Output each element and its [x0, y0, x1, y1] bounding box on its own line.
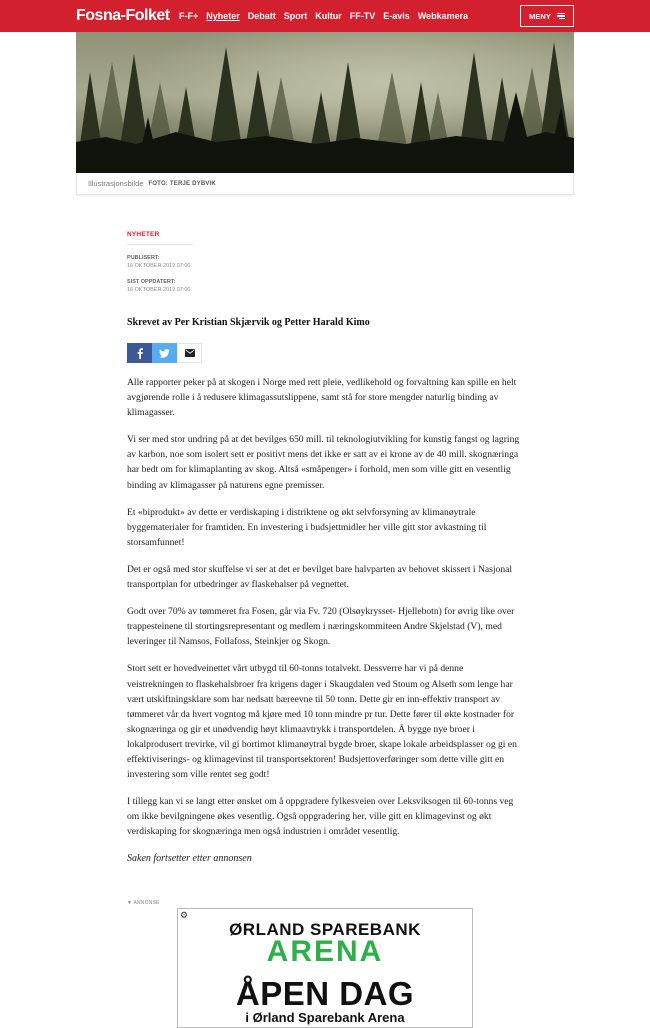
share-facebook-button[interactable]	[127, 343, 152, 363]
mail-icon	[185, 349, 195, 357]
article-paragraph: Det er også med stor skuffelse vi ser at det er bevilget bare halvparten av behovet skissert i Nasjonal transportplan for utbedringer av flaskehalser på vegnettet.	[127, 563, 513, 591]
share-bar	[127, 343, 202, 363]
menu-button-label: MENY	[529, 11, 551, 21]
ad-headline-arena: ARENA	[266, 935, 384, 968]
nav-item-sport[interactable]: Sport	[283, 11, 308, 21]
byline: Skrevet av Per Kristian Skjærvik og Petter Harald Kimo	[127, 317, 370, 328]
share-twitter-button[interactable]	[152, 343, 177, 363]
caption-text: Illustrasjonsbilde	[88, 179, 144, 188]
article-paragraph: Stort sett er hovedveinettet vårt utbygd til 60-tonns totalvekt. Dessverre har vi på denne veistrekningen to flaskehalsbroer fra krigens dager i Skaugdalen ved Stoum og Alseth som lenge har vært utskiftningsklare som har nedsatt bæreevne til 50 tonn. Dette gir en inn-effektiv transport av tømmeret vår da hvert vogntog må kjøre med 10 tonn mindre pr tur. Dette fører til økte kostnader for skognæringa og gir et unødvendig høyt klimaavtrykk i transportdelen. Å bygge nye broer i lokalprodusert trevirke, vil gi bortimot klimanøytral bygde broer, skape lokale arbeidsplasser og gi en effektiviserings- og klimagevinst til transportsektoren! Budsjettoverføringer som dette ville gitt en investering som ville rentet seg godt!	[127, 663, 517, 781]
top-bar	[0, 0, 650, 32]
twitter-icon	[159, 349, 170, 358]
article-paragraph: I tillegg kan vi se langt etter ønsket om å oppgradere fylkesveien over Leksviksogen til 60-tonns veg om ikke bevilgningene økes vesentlig. Også oppgradering her, ville gitt en klimagevinst og økt verdiskaping for skognæringa men også industrien i området vesentlig.	[127, 796, 514, 838]
article-body	[127, 375, 522, 879]
updated-date: 16 OKTOBER 2019 07:00	[127, 287, 191, 293]
nav-item-webkamera[interactable]: Webkamera	[417, 11, 469, 21]
nav-item-e-avis[interactable]: E-avis	[383, 11, 410, 21]
article-paragraph: Alle rapporter peker på at skogen i Norge med rett pleie, vedlikehold og forvaltning kan spille en helt avgjørende rolle i å redusere klimagassutslippene, samt stå for store mengder naturlig binding av klimagasser.	[127, 377, 517, 419]
nav-item-ff-plus[interactable]: F-F+	[179, 11, 199, 21]
main-nav	[179, 9, 468, 23]
advertisement-banner[interactable]	[177, 908, 473, 1028]
published-label: PUBLISERT:	[127, 255, 160, 261]
photo-credit: FOTO: TERJE DYBVIK	[148, 180, 216, 187]
facebook-icon	[137, 348, 143, 359]
menu-button[interactable]	[520, 5, 574, 27]
hamburger-icon	[557, 13, 565, 20]
section-label[interactable]: NYHETER	[127, 231, 160, 238]
nav-item-nyheter[interactable]: Nyheter	[206, 11, 240, 21]
continues-after-ad-note: Saken fortsetter etter annonsen	[127, 853, 252, 865]
nav-item-debatt[interactable]: Debatt	[247, 11, 276, 21]
ad-headline-open-day: ÅPEN DAG	[235, 975, 415, 1012]
ad-subline: i Ørland Sparebank Arena	[245, 1010, 405, 1025]
article-meta	[127, 231, 327, 293]
nav-item-kultur[interactable]: Kultur	[315, 11, 342, 21]
article-paragraph: Godt over 70% av tømmeret fra Fosen, går via Fv. 720 (Olsøykrysset- Hjellebotn) for øvrig like over trappesteinene til stortingsrepresentant og medlem i næringskommiteen Andre Skjelstad (V), med leveringer til Namsos, Follafoss, Steinkjer og Skogn.	[127, 606, 515, 648]
share-email-button[interactable]	[177, 343, 202, 363]
ad-label: ▼ ANNONSE	[127, 900, 160, 906]
image-caption	[76, 173, 574, 195]
site-logo[interactable]: Fosna-Folket	[76, 7, 170, 24]
nav-item-ff-tv[interactable]: FF-TV	[349, 11, 376, 21]
ad-headline-bank: ØRLAND SPAREBANK	[229, 920, 421, 939]
published-date: 16 OKTOBER 2019 07:00	[127, 263, 191, 269]
updated-label: SIST OPPDATERT:	[127, 279, 176, 285]
article-paragraph: Et «biprodukt» av dette er verdiskaping i distriktene og økt selvforsyning av klimanøytrale byggematerialer for framtiden. En investering i budsjettmidler her ville gitt stor avkastning til storsamfunnet!	[127, 506, 487, 548]
gear-icon[interactable]: ⚙	[180, 910, 189, 920]
meta-divider	[127, 244, 193, 245]
hero-image	[76, 32, 574, 173]
forest-illustration	[76, 32, 574, 173]
article-paragraph: Vi ser med stor undring på at det bevilges 650 mill. til teknologiutvikling for kunstig fangst og lagring av karbon, noe som isolert sett er positivt mens det ikke er satt av ei krone av de 40 mill. skognæringa har bedt om for klimaplanting av skog. Altså «småpenger» i forhold, men som ville gitt en vesentlig binding av klimagasser på naturens egne premisser.	[127, 434, 520, 491]
